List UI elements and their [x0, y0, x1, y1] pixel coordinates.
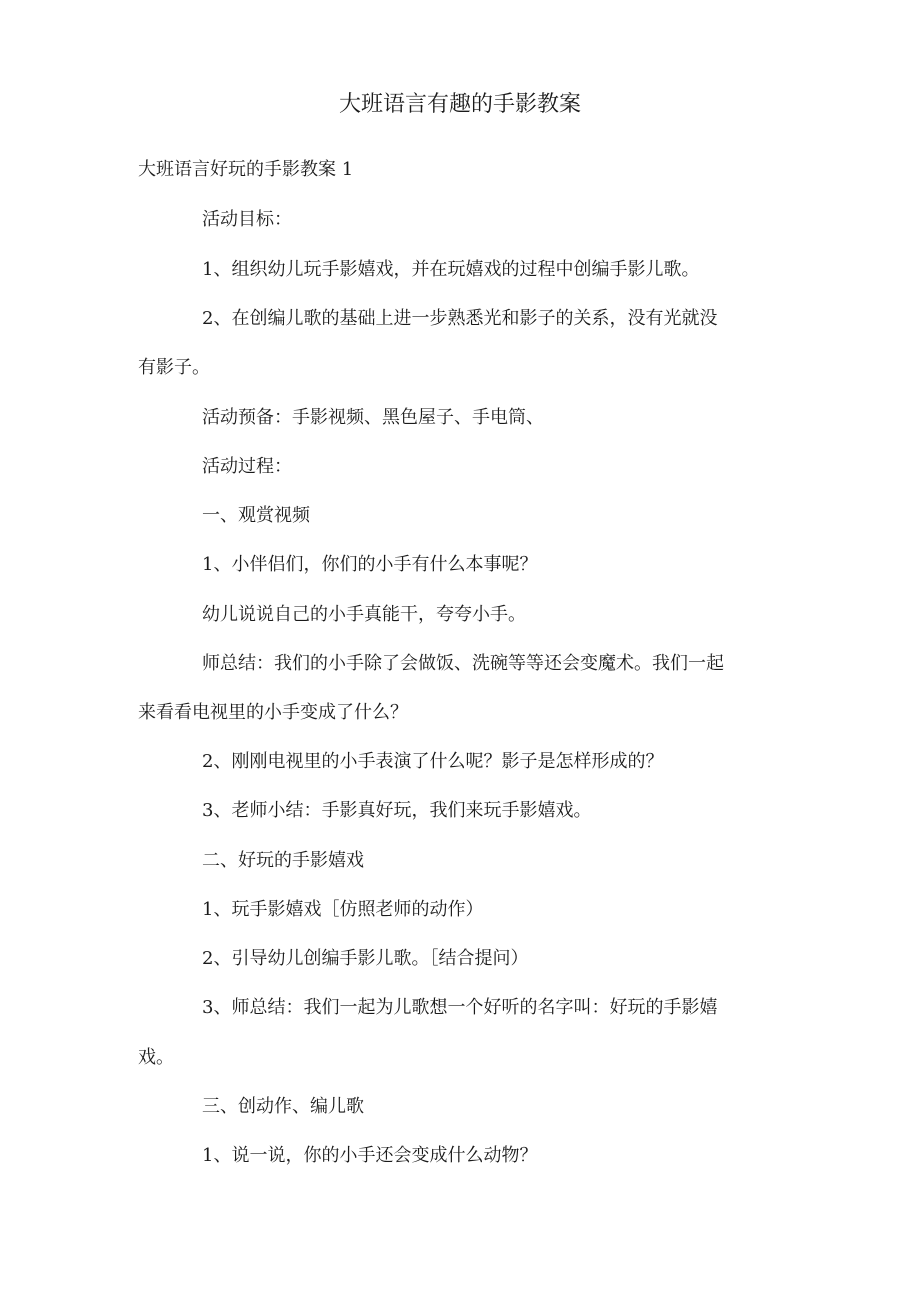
paragraph-line: 3、师总结：我们一起为儿歌想一个好听的名字叫：好玩的手影嬉: [202, 997, 718, 1018]
paragraph-line: 活动目标：: [202, 209, 292, 230]
paragraph-line: 2、在创编儿歌的基础上进一步熟悉光和影子的关系，没有光就没: [202, 308, 718, 329]
paragraph-line: 1、说一说，你的小手还会变成什么动物？: [202, 1145, 538, 1166]
paragraph-line: 1、组织幼儿玩手影嬉戏，并在玩嬉戏的过程中创编手影儿歌。: [202, 259, 700, 280]
paragraph-line: 戏。: [138, 1047, 174, 1068]
paragraph-line: 有影子。: [138, 357, 210, 378]
paragraph-line: 2、刚刚电视里的小手表演了什么呢？影子是怎样形成的？: [202, 751, 664, 772]
paragraph-line: 师总结：我们的小手除了会做饭、洗碗等等还会变魔术。我们一起: [202, 653, 724, 674]
paragraph-line: 一、观赏视频: [202, 505, 310, 526]
paragraph-line: 来看看电视里的小手变成了什么？: [138, 702, 408, 723]
paragraph-line: 3、老师小结：手影真好玩，我们来玩手影嬉戏。: [202, 800, 592, 821]
paragraph-line: 二、好玩的手影嬉戏: [202, 850, 364, 871]
document-title: 大班语言有趣的手影教案: [338, 92, 581, 117]
paragraph-line: 幼儿说说自己的小手真能干，夸夸小手。: [202, 604, 526, 625]
paragraph-line: 1、小伴侣们，你们的小手有什么本事呢？: [202, 554, 538, 575]
section-heading: 大班语言好玩的手影教案 1: [138, 159, 354, 180]
paragraph-line: 活动过程：: [202, 456, 292, 477]
paragraph-line: 1、玩手影嬉戏［仿照老师的动作）: [202, 899, 484, 920]
paragraph-line: 2、引导幼儿创编手影儿歌。［结合提问）: [202, 948, 529, 969]
paragraph-line: 三、创动作、编儿歌: [202, 1096, 364, 1117]
paragraph-line: 活动预备：手影视频、黑色屋子、手电筒、: [202, 407, 544, 428]
